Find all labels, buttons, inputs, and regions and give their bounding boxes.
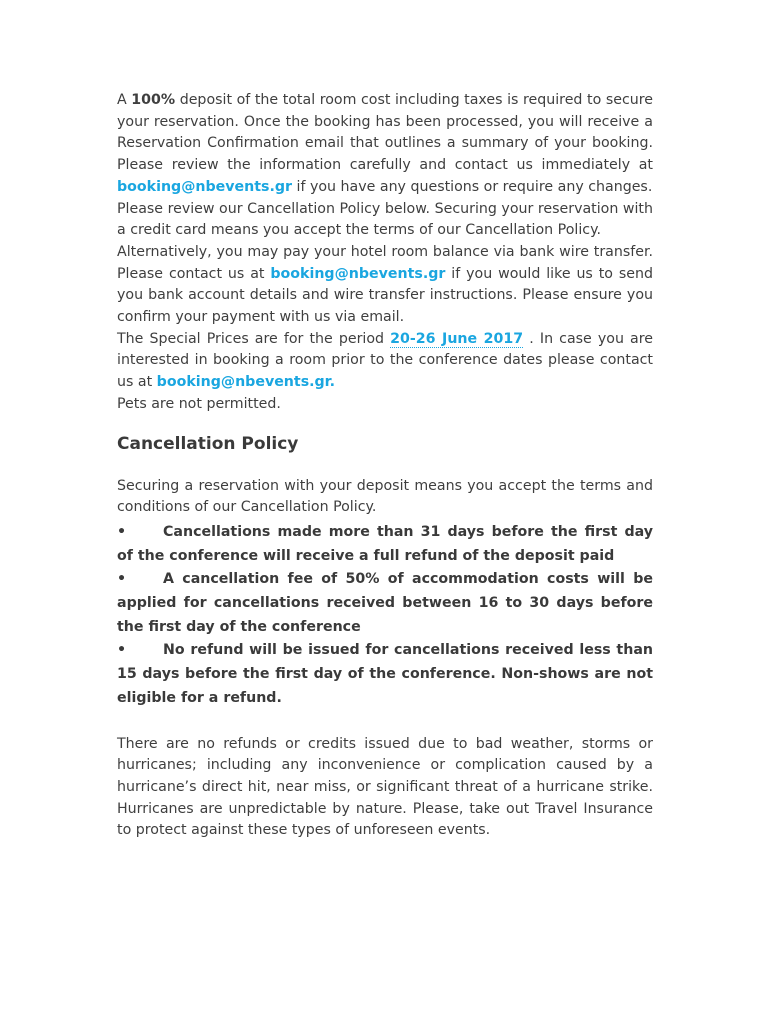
special-price-period: 20-26 June 2017 bbox=[390, 330, 524, 347]
bullet-icon: • bbox=[117, 571, 127, 588]
bullet-text: A cancellation fee of 50% of accommodation costs will be applied for cancellations received between 16 to 30 days before the first day of the conference bbox=[117, 571, 653, 635]
weather-paragraph: There are no refunds or credits issued due to bad weather, storms or hurricanes; including any inconvenience or complication caused by a hurricane’s direct hit, near miss, or significant threat of a hurricane strike. Hurricanes are unpredictable by nature. Please, take out Travel Insurance to protect against these types of unforeseen events. bbox=[117, 735, 653, 839]
deposit-text-1: A bbox=[117, 92, 132, 108]
bullet-icon: • bbox=[117, 642, 127, 659]
wire-text-2: if you would like us to send you bank account details and wire transfer instructions. Please ensure you confirm your payment with us via email. bbox=[117, 265, 653, 326]
special-text-2: . In case you are interested in booking a room prior to the conference dates please contact us at bbox=[117, 330, 653, 391]
cancellation-bullet-list bbox=[117, 521, 653, 711]
list-item bbox=[117, 521, 653, 568]
section-spacer bbox=[117, 711, 653, 734]
list-item bbox=[117, 639, 653, 710]
deposit-percentage: 100% bbox=[131, 92, 176, 108]
bullet-text: Cancellations made more than 31 days before the first day of the conference will receive a full refund of the deposit paid bbox=[117, 523, 653, 564]
bullet-icon: • bbox=[117, 523, 127, 540]
bullet-text: No refund will be issued for cancellations received less than 15 days before the first day of the conference. Non-shows are not eligible for a refund. bbox=[117, 642, 653, 706]
cancellation-intro: Securing a reservation with your deposit means you accept the terms and conditions of our Cancellation Policy. bbox=[117, 477, 653, 516]
wire-text-1: Alternatively, you may pay your hotel room balance via bank wire transfer. Please contact us at bbox=[117, 243, 653, 282]
document-body bbox=[117, 90, 653, 842]
special-prices-paragraph bbox=[117, 329, 653, 394]
deposit-paragraph bbox=[117, 90, 653, 199]
wire-transfer-paragraph bbox=[117, 242, 653, 329]
list-item bbox=[117, 568, 653, 639]
pets-notice: Pets are not permitted. bbox=[117, 395, 281, 412]
deposit-text-2: deposit of the total room cost including taxes is required to secure your reservation. Once the booking has been processed, you will receive a Reservation Confirmation email that outlines a summary of your booking. Please review the information carefully and contact us immediately at bbox=[117, 92, 653, 174]
booking-email-link[interactable]: booking@nbevents.gr bbox=[117, 178, 293, 195]
deposit-text-3: if you have any questions or require any changes. bbox=[292, 178, 653, 195]
special-text-3: . bbox=[329, 374, 336, 391]
review-paragraph: Please review our Cancellation Policy below. Securing your reservation with a credit card means you accept the terms of our Cancellation Policy. bbox=[117, 200, 653, 239]
cancellation-policy-heading: Cancellation Policy bbox=[117, 433, 299, 454]
booking-email-link[interactable]: booking@nbevents.gr bbox=[270, 265, 446, 282]
special-text-1: The Special Prices are for the period bbox=[117, 330, 391, 347]
booking-email-link[interactable]: booking@nbevents.gr bbox=[156, 374, 330, 391]
